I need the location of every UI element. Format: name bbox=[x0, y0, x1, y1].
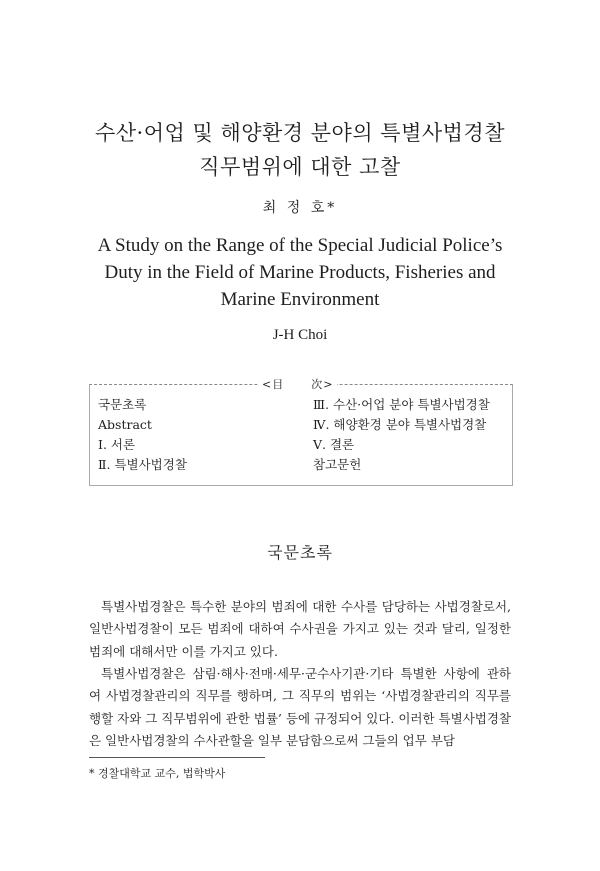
paper-title-korean bbox=[0, 116, 600, 184]
toc-right-column bbox=[313, 395, 490, 475]
paper-title-english bbox=[0, 232, 600, 313]
author-korean: 최 정 호* bbox=[262, 200, 338, 216]
table-of-contents bbox=[89, 378, 513, 486]
abstract-paragraph-1: 특별사법경찰은 특수한 분야의 범죄에 대한 수사를 담당하는 사법경찰로서, 일반사법경찰이 모든 범죄에 대하여 수사권을 가지고 있는 것과 달리, 일정한 범죄에 대해서만 이를 가지고 있다. bbox=[89, 598, 511, 659]
toc-item: Ⅲ. 수산·어업 분야 특별사법경찰 bbox=[313, 397, 490, 412]
toc-left-column bbox=[98, 395, 187, 475]
toc-item: Ⅴ. 결론 bbox=[313, 437, 355, 452]
title-en-line-2: Duty in the Field of Marine Products, Fisheries and bbox=[104, 262, 496, 283]
toc-item: Ⅰ. 서론 bbox=[98, 437, 136, 452]
toc-item: Ⅱ. 특별사법경찰 bbox=[98, 457, 187, 472]
toc-item: Ⅳ. 해양환경 분야 특별사법경찰 bbox=[313, 417, 487, 432]
title-ko-line-2: 직무범위에 대한 고찰 bbox=[199, 155, 401, 179]
title-ko-line-1: 수산·어업 및 해양환경 분야의 특별사법경찰 bbox=[94, 121, 506, 145]
toc-heading: <目 次> bbox=[258, 376, 337, 392]
author-footnote: * 경찰대학교 교수, 법학박사 bbox=[89, 767, 226, 780]
author-english: J-H Choi bbox=[272, 327, 328, 343]
abstract-heading: 국문초록 bbox=[267, 543, 333, 562]
title-en-line-3: Marine Environment bbox=[220, 289, 380, 310]
title-en-line-1: A Study on the Range of the Special Judicial Police’s bbox=[97, 235, 503, 256]
toc-item: 국문초록 bbox=[98, 397, 147, 412]
abstract-paragraph-2: 특별사법경찰은 삼림·해사·전매·세무·군수사기관·기타 특별한 사항에 관하여 사법경찰관리의 직무를 행하며, 그 직무의 범위는 ‘사법경찰관리의 직무를 행할 자와 그 직무범위에 관한 법률’ 등에 규정되어 있다. 이러한 특별사법경찰은 일반사법경찰의 수사관할을 일부 분담함으로써 그들의 업무 부담 bbox=[89, 665, 512, 748]
toc-item: 참고문헌 bbox=[313, 457, 362, 472]
footnote-divider bbox=[89, 757, 265, 758]
toc-item: Abstract bbox=[98, 417, 152, 432]
